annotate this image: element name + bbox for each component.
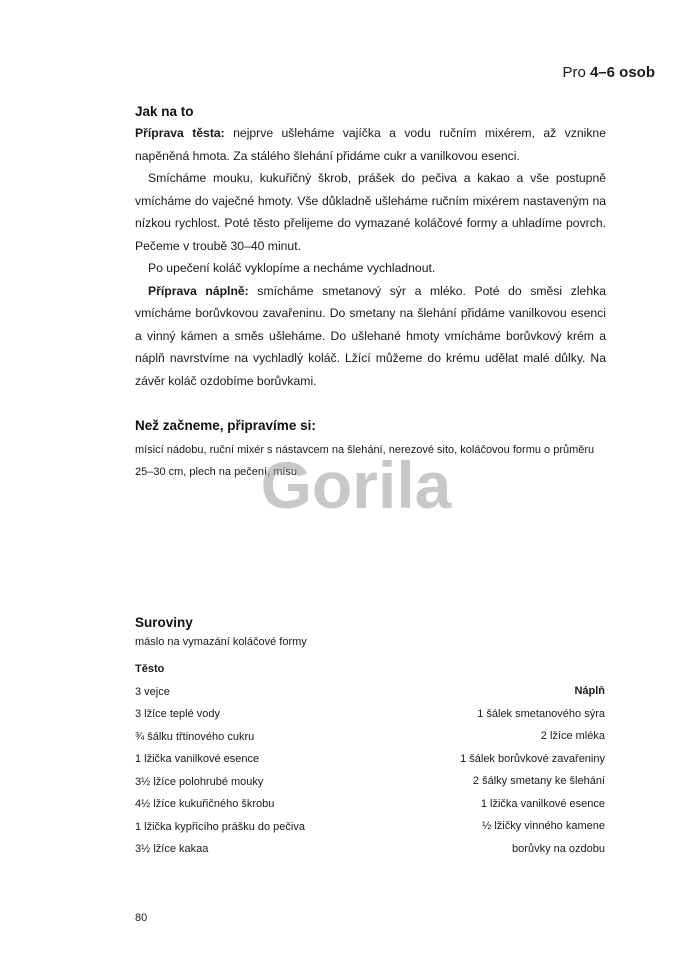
- servings-prefix: Pro: [562, 64, 590, 81]
- dough-subheading: Těsto: [135, 663, 165, 675]
- method-paragraph-1: [135, 122, 606, 167]
- list-item: borůvky na ozdobu: [512, 842, 605, 855]
- method-paragraph-2: [135, 167, 606, 257]
- dough-ingredients: [135, 658, 305, 861]
- equipment-heading: Než začneme, připravíme si:: [135, 418, 316, 433]
- method-heading: Jak na to: [135, 104, 194, 119]
- list-item: 3½ lžíce polohrubé mouky: [135, 775, 264, 788]
- list-item: 4½ lžíce kukuřičného škrobu: [135, 798, 275, 810]
- list-item: 1 lžička kypřicího prášku do pečiva: [135, 820, 305, 833]
- cool-text: Po upečení koláč vyklopíme a necháme vychladnout.: [148, 261, 436, 275]
- dough-lead: Příprava těsta:: [135, 126, 225, 140]
- servings-label: [562, 64, 655, 81]
- watermark-logo: [240, 450, 472, 522]
- list-item: 1 lžička vanilkové esence: [480, 797, 605, 810]
- servings-count: 4–6 osob: [589, 64, 655, 81]
- filling-lead: Příprava náplně:: [148, 283, 249, 298]
- watermark-text: Gorila: [260, 450, 452, 522]
- page-number: 80: [135, 912, 148, 924]
- mix-text: Smícháme mouku, kukuřičný škrob, prášek do pečiva a kakao a vše postupně vmícháme do vaječné hmoty. Vše důkladně ušleháme ručním mixérem nastaveným na nízkou rychlost. Poté těsto přelijeme do vymazané koláčové formy a uhladíme povrch. Pečeme v troubě 30–40 minut.: [135, 171, 606, 253]
- list-item: 1 šálek smetanového sýra: [477, 707, 605, 720]
- list-item: 2 lžíce mléka: [540, 730, 605, 742]
- filling-text: smícháme smetanový sýr a mléko. Poté do směsi zlehka vmícháme borůvkovou zavařeninu. Do smetany na šlehání přidáme vanilkovou esenci a vinný kámen a směs ušleháme. Do ušlehané hmoty vmícháme borůvkový krém a náplň navrstvíme na vychladlý koláč. Lžící můžeme do krému udělat malé důlky. Na závěr koláč ozdobíme borůvkami.: [135, 283, 606, 388]
- ingredients-intro: máslo na vymazání koláčové formy: [135, 636, 307, 648]
- ingredients-heading: Suroviny: [135, 615, 193, 630]
- dough-text: nejprve ušleháme vajíčka a vodu ručním mixérem, až vznikne napěněná hmota. Za stálého šlehání přidáme cukr a vanilkovou esenci.: [135, 126, 606, 163]
- method-text: [135, 122, 606, 392]
- filling-subheading: Náplň: [574, 685, 605, 697]
- list-item: 3½ lžíce kakaa: [135, 843, 209, 855]
- list-item: 1 lžička vanilkové esence: [135, 753, 260, 765]
- filling-ingredients: [460, 680, 605, 860]
- list-item: 1 šálek borůvkové zavařeniny: [460, 752, 605, 765]
- list-item: 3 vejce: [135, 685, 170, 698]
- list-item: 3 lžíce teplé vody: [135, 708, 220, 720]
- list-item: 2 šálky smetany ke šlehání: [472, 775, 605, 787]
- list-item: ¾ šálku třtinového cukru: [135, 730, 255, 743]
- method-paragraph-4: [135, 280, 606, 393]
- equipment-text: mísicí nádobu, ruční mixér s nástavcem na šlehání, nerezové sito, koláčovou formu o průměru 25–30 cm, plech na pečení, mísu: [135, 444, 595, 478]
- list-item: ½ lžičky vinného kamene: [482, 820, 605, 832]
- method-paragraph-3: [135, 257, 606, 280]
